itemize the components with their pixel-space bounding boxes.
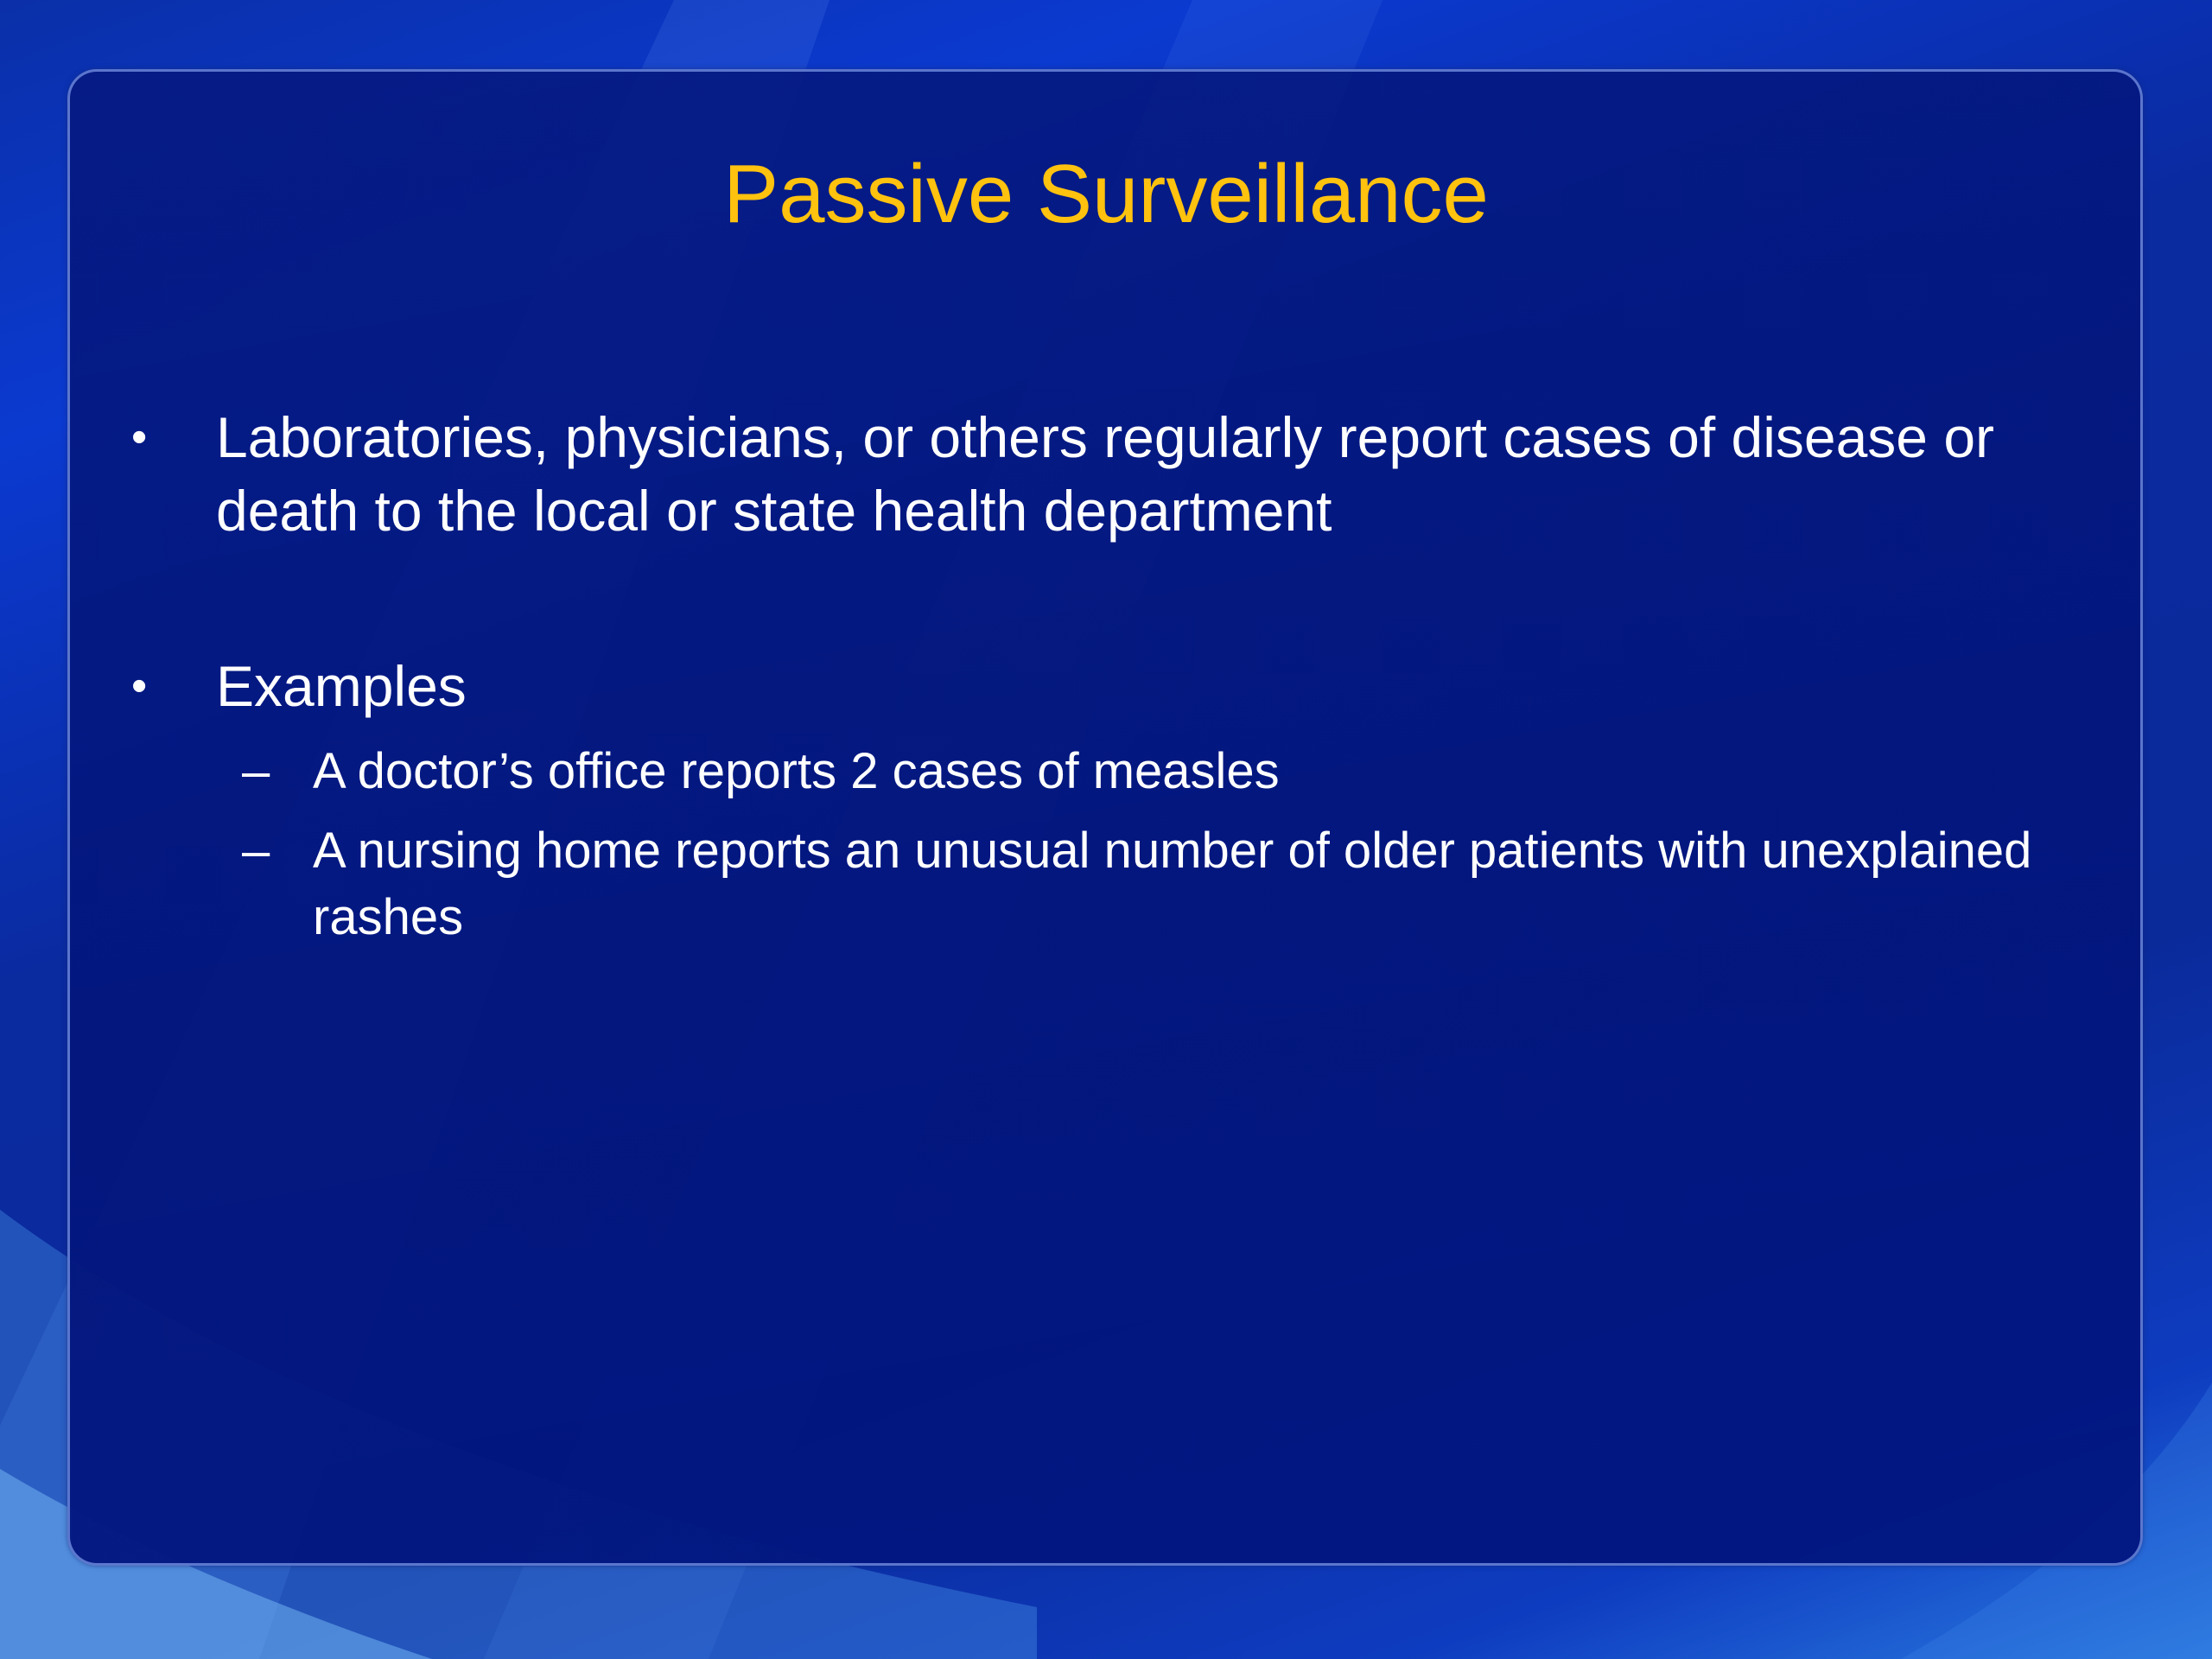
sub-bullet-marker: – [242,743,270,799]
bullet-item: Laboratories, physicians, or others regularly report cases of disease or death to the local or state health department [216,405,1995,543]
bullet-item: Examples [216,654,467,718]
sub-bullet-item: A doctor’s office reports 2 cases of measles [313,743,1280,799]
sub-bullet-item: A nursing home reports an unusual number of older patients with unexplained rashes [313,823,2032,945]
slide-title: Passive Surveillance [723,148,1489,240]
sub-bullet-marker: – [242,823,270,879]
bullet-marker: • [131,661,148,711]
bullet-marker: • [131,412,148,462]
